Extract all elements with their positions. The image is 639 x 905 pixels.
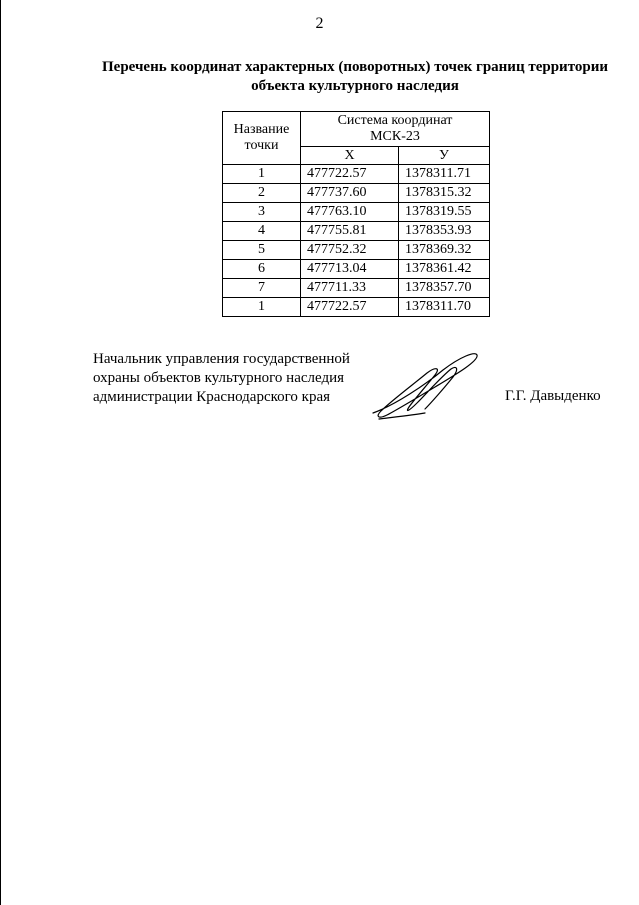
header-coordinate-system-line-1: Система координат bbox=[337, 113, 453, 128]
point-name: 2 bbox=[223, 184, 301, 203]
header-y: У bbox=[399, 147, 490, 165]
table-row bbox=[223, 165, 490, 184]
title-line-1: Перечень координат характерных (поворотных) точек границ территории bbox=[102, 59, 608, 75]
point-name: 7 bbox=[223, 279, 301, 298]
point-y: 1378311.70 bbox=[399, 298, 490, 317]
point-name: 3 bbox=[223, 203, 301, 222]
point-name: 5 bbox=[223, 241, 301, 260]
table-row bbox=[223, 222, 490, 241]
point-x: 477713.04 bbox=[301, 260, 399, 279]
point-x: 477737.60 bbox=[301, 184, 399, 203]
point-x: 477752.32 bbox=[301, 241, 399, 260]
point-y: 1378369.32 bbox=[399, 241, 490, 260]
point-name: 1 bbox=[223, 298, 301, 317]
point-y: 1378315.32 bbox=[399, 184, 490, 203]
point-x: 477755.81 bbox=[301, 222, 399, 241]
header-x: Х bbox=[301, 147, 399, 165]
table-row bbox=[223, 260, 490, 279]
coordinates-table bbox=[222, 111, 490, 317]
point-name: 1 bbox=[223, 165, 301, 184]
table-row bbox=[223, 203, 490, 222]
signer-position-line-3: администрации Краснодарского края bbox=[93, 389, 331, 405]
signer-position-line-2: охраны объектов культурного наследия bbox=[93, 370, 345, 386]
point-y: 1378311.71 bbox=[399, 165, 490, 184]
page-number: 2 bbox=[315, 15, 324, 32]
header-coordinate-system bbox=[301, 112, 490, 147]
header-point-name bbox=[223, 112, 301, 165]
point-x: 477722.57 bbox=[301, 165, 399, 184]
point-name: 6 bbox=[223, 260, 301, 279]
point-x: 477711.33 bbox=[301, 279, 399, 298]
point-name: 4 bbox=[223, 222, 301, 241]
signer-name: Г.Г. Давыденко bbox=[505, 388, 601, 404]
point-y: 1378357.70 bbox=[399, 279, 490, 298]
point-y: 1378353.93 bbox=[399, 222, 490, 241]
table-row bbox=[223, 298, 490, 317]
point-y: 1378361.42 bbox=[399, 260, 490, 279]
handwritten-signature bbox=[365, 345, 485, 425]
header-point-name-line-1: Название bbox=[233, 122, 290, 137]
signer-position bbox=[93, 350, 383, 407]
table-row bbox=[223, 279, 490, 298]
point-x: 477722.57 bbox=[301, 298, 399, 317]
document-title bbox=[90, 58, 620, 96]
table-row bbox=[223, 184, 490, 203]
point-y: 1378319.55 bbox=[399, 203, 490, 222]
title-line-2: объекта культурного наследия bbox=[251, 78, 459, 94]
header-coordinate-system-line-2: МСК-23 bbox=[370, 129, 420, 144]
table-row bbox=[223, 241, 490, 260]
signer-position-line-1: Начальник управления государственной bbox=[93, 351, 350, 367]
header-point-name-line-2: точки bbox=[244, 138, 279, 153]
point-x: 477763.10 bbox=[301, 203, 399, 222]
page-edge-line bbox=[0, 0, 1, 905]
